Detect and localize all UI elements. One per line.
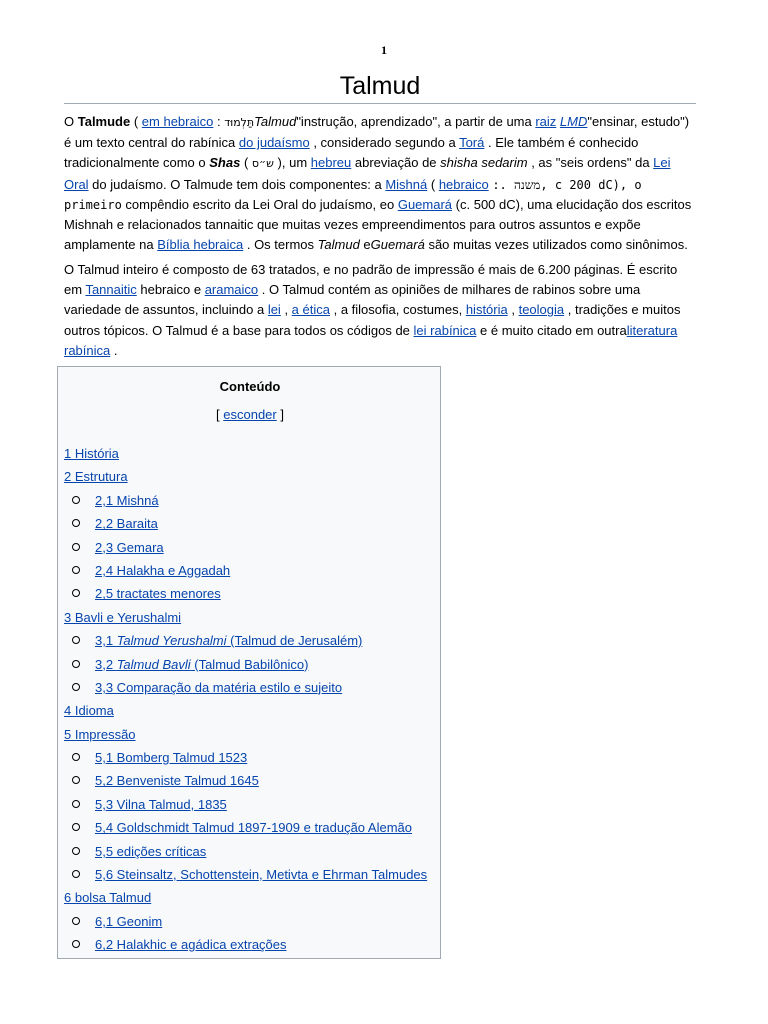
link-guemara[interactable]: Guemará [397,196,453,212]
toc-link-vilna[interactable]: 5,3 Vilna Talmud, 1835 [95,796,227,812]
talmud-term: Talmud [254,114,297,129]
toc-num: 3,2 [95,656,117,672]
second-paragraph [64,260,696,361]
toc-subitem [64,562,427,585]
bullet-icon [72,543,80,551]
link-biblia-hebraica[interactable]: Bíblia hebraica [157,237,244,253]
talmud-term: Talmud [317,237,360,253]
toc-toggle [58,407,442,422]
page-title: Talmud [339,72,421,100]
toc-link-idioma[interactable]: 4 Idioma [64,703,114,719]
toc-link-benveniste[interactable]: 5,2 Benveniste Talmud 1645 [95,773,259,789]
toc-italic: Talmud Bavli [116,656,191,672]
toc-link-steinsaltz[interactable]: 5,6 Steinsaltz, Schottenstein, Metivta e Ehrman Talmudes [95,867,428,883]
toc-link-baraita[interactable]: 2,2 Baraita [95,516,158,532]
text: e é muito citado em outra [476,322,627,338]
text: . Ele também é conhecido tradicionalmente como o [64,135,639,171]
link-teologia[interactable]: teologia [518,302,565,318]
toc-link-halakhic[interactable]: 6,2 Halakhic e agádica extrações [95,937,287,953]
text: , [280,302,292,318]
bullet-icon [72,566,80,574]
bullet-icon [72,753,80,761]
intro-paragraph [64,112,696,255]
text: "ensinar, estudo") é um texto central do rabínica [64,114,690,151]
link-lei-rabinica[interactable]: lei rabínica [413,322,477,338]
talmude-term: Talmude [77,114,131,129]
text: ( [130,114,142,129]
text: . [110,342,118,358]
link-hebreu[interactable]: hebreu [310,155,352,171]
text: hebraico e [136,282,205,298]
link-lmd[interactable] [560,114,587,129]
bullet-icon [72,683,80,691]
toc-subitem [64,843,427,866]
toc-subitem [64,913,427,936]
toc-subitem [64,819,427,842]
toc-subitem [64,585,427,608]
bullet-icon [72,660,80,668]
toc-link-mishna[interactable]: 2,1 Mishná [95,492,159,508]
link-raiz[interactable]: raiz [535,114,557,129]
toc-link-bomberg[interactable]: 5,1 Bomberg Talmud 1523 [95,750,248,766]
bullet-icon [72,496,80,504]
text: ( [240,155,252,171]
toc-subitem [64,492,427,515]
text: . O Talmud contém as opiniões de milhares de rabinos sobre uma variedade de assuntos, incluindo a [64,282,641,318]
guemara-term: Guemará [370,237,425,253]
toc-item [64,702,427,725]
toc-link-historia[interactable]: 1 História [64,446,119,461]
text: , as "seis ordens" da [527,155,654,171]
link-aramaico[interactable]: aramaico [204,282,259,298]
shisha-term: shisha sedarim [440,155,528,171]
toc-list [64,445,427,960]
bullet-icon [72,800,80,808]
toc-item [64,609,427,632]
toc-link-yerushalmi[interactable] [95,633,362,648]
text: "instrução, aprendizado", a partir de uma [296,114,536,129]
link-lei-oral[interactable]: Lei Oral [64,155,671,192]
shas-term: Shas [209,155,241,171]
toc-subitem [64,539,427,562]
toc-link-goldschmidt[interactable]: 5,4 Goldschmidt Talmud 1897-1909 e tradução Alemão [95,820,413,836]
shas-hebrew: ש״ס [251,157,274,171]
toc-italic: Talmud Yerushalmi [116,633,227,649]
text: : [213,114,225,129]
bracket: ] [276,407,284,422]
toc-link-comparacao[interactable]: 3,3 Comparação da matéria estilo e sujeito [95,679,343,695]
link-tora[interactable]: Torá [459,135,485,151]
toc-subitem [64,656,427,679]
table-of-contents [57,366,441,959]
bullet-icon [72,519,80,527]
toc-rest: (Talmud Babilônico) [190,656,309,672]
text: , a filosofia, costumes, [329,302,466,318]
text: O Talmud inteiro é composto de 63 tratados, e no padrão de impressão é mais de 6.200 páginas. É escrito em [64,262,678,298]
toc-rest: (Talmud de Jerusalém) [226,633,363,649]
toc-link-tractates[interactable]: 2,5 tractates menores [95,586,221,602]
toc-hide-link[interactable]: esconder [223,407,277,422]
toc-link-bavli[interactable]: 3 Bavli e Yerushalmi [64,609,182,625]
text: . Os termos [243,237,318,253]
text: , tradições e muitos outros tópicos. O Talmud é a base para todos os códigos de [64,302,681,338]
toc-item [64,445,427,468]
bracket: [ [216,407,224,422]
mishna-date: :. משנה, c 200 dC), o primeiro [64,177,642,212]
text: abreviação de [351,155,441,171]
text: , [507,302,519,318]
toc-item [64,889,427,912]
toc-subitem [64,632,427,655]
link-em-hebraico[interactable]: em hebraico [141,114,214,129]
page-number: 1 [381,43,387,57]
link-literatura-rabinica[interactable]: literatura rabínica [64,322,678,358]
toc-subitem [64,679,427,702]
toc-link-halakha[interactable]: 2,4 Halakha e Aggadah [95,562,231,578]
toc-subitem [64,749,427,772]
link-tannaitic[interactable]: Tannaitic [85,282,137,298]
bullet-icon [72,870,80,878]
toc-link-geonim[interactable]: 6,1 Geonim [95,913,163,929]
toc-link-impressao[interactable]: 5 Impressão [64,726,136,742]
title-divider [64,103,696,104]
toc-subitem [64,515,427,538]
toc-subitem [64,796,427,819]
link-lei[interactable]: lei [267,302,281,318]
bullet-icon [72,776,80,784]
text: são muitas vezes utilizados como sinônimos. [424,237,688,253]
toc-link-edicoes[interactable]: 5,5 edições críticas [95,843,207,859]
toc-title: Conteúdo [219,379,281,394]
text: compêndio escrito da Lei Oral do judaísmo, eo [121,196,398,212]
toc-link-gemara[interactable]: 2,3 Gemara [95,539,164,555]
text: e [359,237,371,253]
link-do-judaismo[interactable]: do judaísmo [238,135,310,151]
text: ( [427,176,439,192]
bullet-icon [72,847,80,855]
hebrew-word: תַּלְמוּד [224,116,255,129]
bullet-icon [72,940,80,948]
toc-subitem [64,936,427,959]
link-historia[interactable]: história [465,302,508,318]
toc-link-bavli-sub[interactable] [95,657,308,672]
bullet-icon [72,823,80,831]
toc-link-bolsa[interactable]: 6 bolsa Talmud [64,890,152,906]
toc-item [64,726,427,749]
link-etica[interactable]: a ética [291,302,330,318]
bullet-icon [72,589,80,597]
link-hebraico[interactable]: hebraico [438,176,489,192]
toc-subitem [64,772,427,795]
bullet-icon [72,917,80,925]
toc-item [64,468,427,491]
text: (c. 500 dC), uma elucidação dos escritos Mishnah e relacionados tannaitic que muitas vezes empreendimentos para outros assuntos e expõe amplamente na [64,196,692,253]
toc-num: 3,1 [95,633,117,649]
lmd-term: LMD [559,114,588,129]
toc-subitem [64,866,427,889]
link-mishna[interactable]: Mishná [385,176,428,192]
text: O [64,114,78,129]
toc-link-estrutura[interactable]: 2 Estrutura [64,469,128,485]
bullet-icon [72,636,80,644]
text: do judaísmo. O Talmude tem dois componentes: a [88,176,386,192]
text: , considerado segundo a [309,135,460,151]
text: ), um [273,155,311,171]
